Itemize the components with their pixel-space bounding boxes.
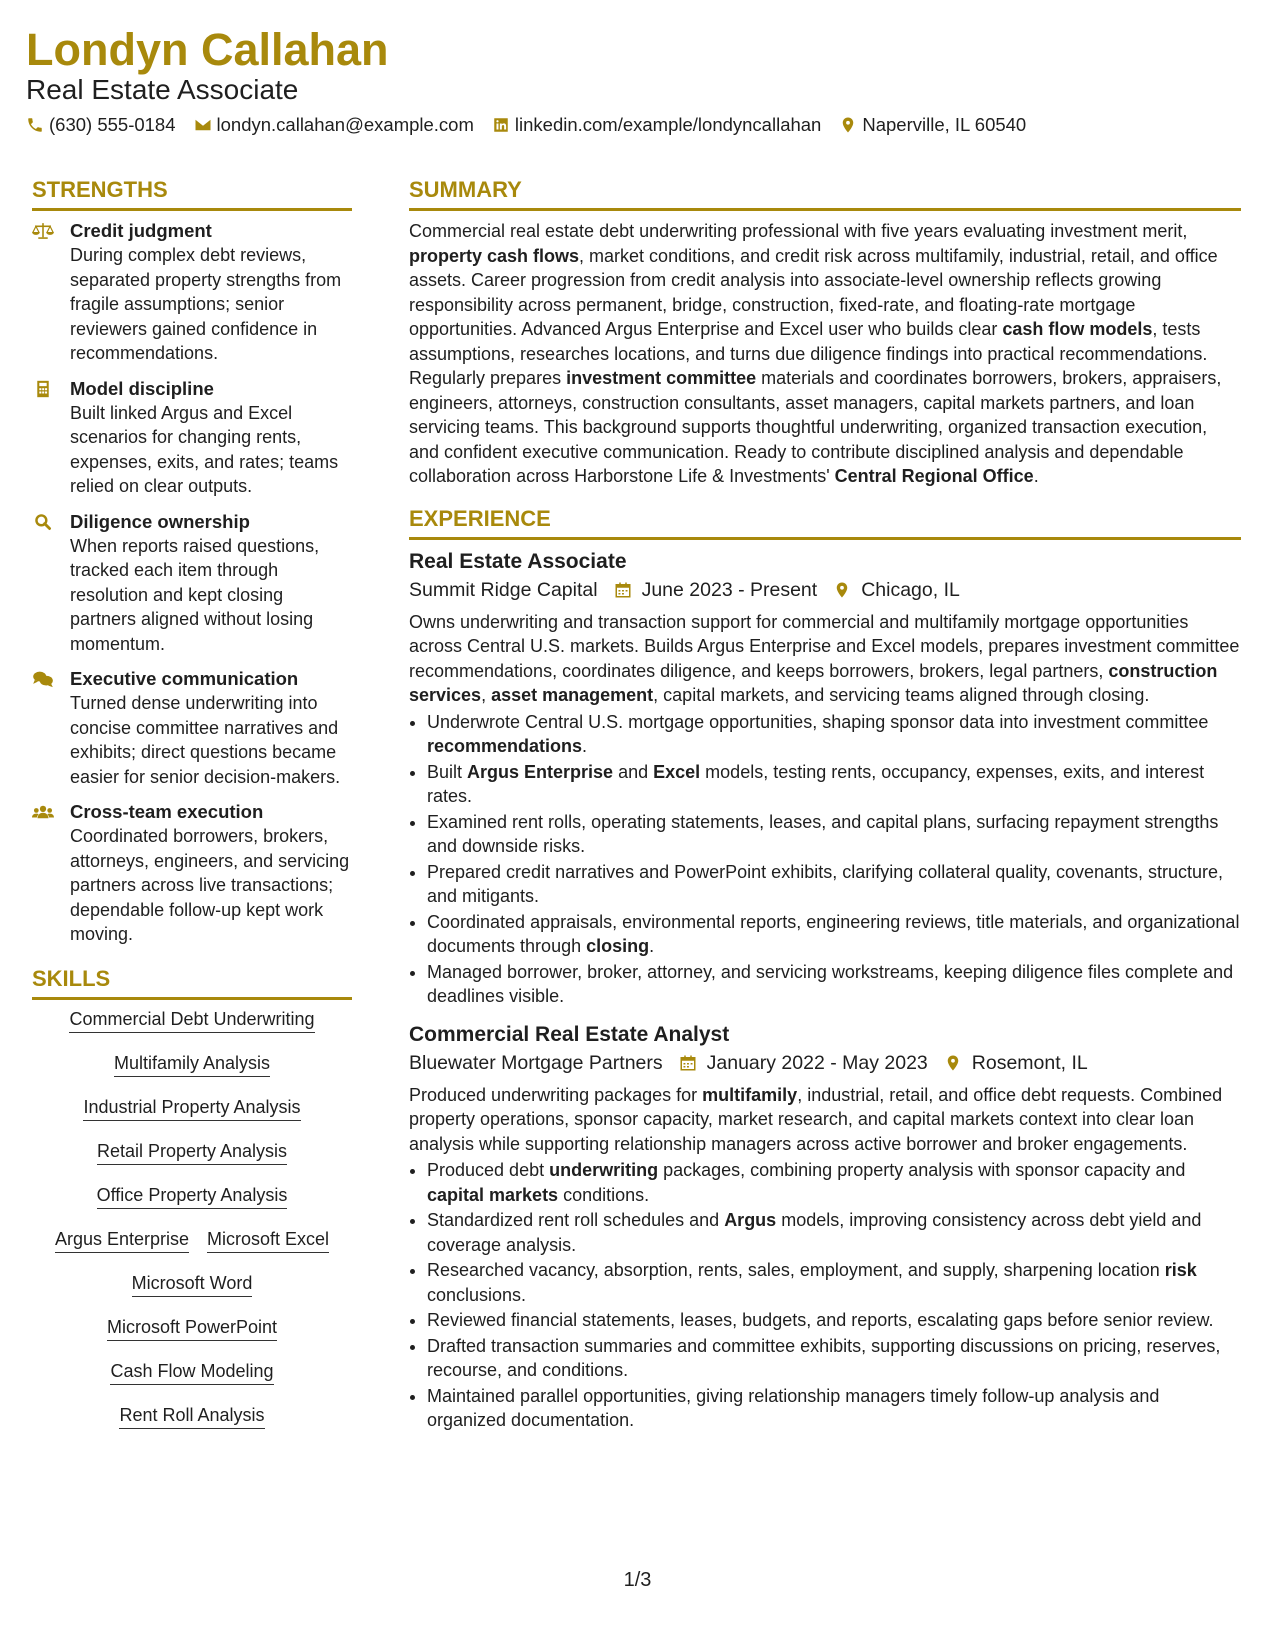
strength-desc: During complex debt reviews, separated property strengths from fragile assumptions; senior reviewers gained confidence in recommendations.	[70, 245, 342, 363]
skill-tag: Office Property Analysis	[97, 1184, 288, 1209]
strength-title: Diligence ownership	[70, 510, 250, 532]
chat-icon	[32, 670, 54, 688]
job-title: Real Estate Associate	[409, 549, 627, 573]
job-company: Bluewater Mortgage Partners	[409, 1051, 663, 1074]
contact-bar	[26, 112, 1026, 138]
list-item: • Maintained parallel opportunities, giving relationship managers timely follow-up analysis and organized documentation.	[427, 1384, 1241, 1433]
contact-linkedin[interactable]	[492, 112, 821, 138]
skill-tag: Microsoft Excel	[207, 1228, 329, 1253]
list-item: • Produced debt underwriting packages, combining property analysis with sponsor capacity and capital markets conditions.	[427, 1158, 1241, 1207]
skill-tag: Microsoft PowerPoint	[107, 1316, 277, 1341]
contact-email[interactable]	[194, 112, 474, 138]
job-location: Rosemont, IL	[971, 1051, 1088, 1074]
job-company: Summit Ridge Capital	[409, 578, 598, 601]
list-item: • Prepared credit narratives and PowerPoint exhibits, clarifying collateral quality, covenants, structure, and mitigants.	[427, 860, 1241, 909]
strength-item	[32, 667, 352, 789]
contact-location	[839, 112, 1026, 138]
contact-linkedin-text: linkedin.com/example/londyncallahan	[514, 114, 822, 135]
skills-heading: SKILLS	[32, 965, 352, 1000]
map-pin-icon	[833, 581, 851, 599]
skill-tag: Rent Roll Analysis	[119, 1404, 264, 1429]
job-intro: Owns underwriting and transaction support for commercial and multifamily mortgage opportunities across Central U.S. markets. Builds Argus Enterprise and Excel models, prepares investment committee recommendations, coordinates diligence, and keeps borrowers, brokers, legal partners, construction services, asset management, capital markets, and servicing teams aligned through closing.	[409, 611, 1240, 705]
search-icon	[32, 513, 54, 531]
list-item: • Coordinated appraisals, environmental reports, engineering reviews, title materials, and organizational documents through closing.	[427, 910, 1241, 959]
strength-desc: Turned dense underwriting into concise committee narratives and exhibits; direct questions became easier for senior decision-makers.	[70, 693, 341, 787]
map-pin-icon	[944, 1054, 962, 1072]
scale-icon	[32, 222, 54, 240]
candidate-title: Real Estate Associate	[26, 74, 299, 105]
skill-tag: Multifamily Analysis	[114, 1052, 270, 1077]
strengths-list	[32, 219, 352, 947]
job-dates: January 2022 - May 2023	[706, 1051, 928, 1074]
job-bullets	[409, 710, 1241, 1009]
list-item: • Standardized rent roll schedules and Argus models, improving consistency across debt yield and coverage analysis.	[427, 1208, 1241, 1257]
contact-phone-text: (630) 555-0184	[49, 114, 176, 135]
job-title: Commercial Real Estate Analyst	[409, 1022, 730, 1046]
map-pin-icon	[839, 116, 857, 134]
list-item: • Reviewed financial statements, leases, budgets, and reports, escalating gaps before senior review.	[427, 1308, 1241, 1333]
page-number: 1/3	[623, 1569, 652, 1591]
skill-tag: Argus Enterprise	[55, 1228, 189, 1253]
strength-desc: Coordinated borrowers, brokers, attorneys, engineers, and servicing partners across live transactions; dependable follow-up kept work moving.	[70, 826, 350, 944]
job-meta	[409, 576, 1241, 604]
job-location: Chicago, IL	[861, 578, 960, 601]
strength-item	[32, 219, 352, 366]
summary-text: Commercial real estate debt underwriting professional with five years evaluating investment merit, property cash flows, market conditions, and credit risk across multifamily, industrial, retail, and office assets. Career progression from credit analysis into associate-level ownership reflects growing responsibility across permanent, bridge, construction, fixed-rate, and floating-rate mortgage opportunities. Advanced Argus Enterprise and Excel user who builds clear cash flow models, tests assumptions, researches locations, and turns due diligence findings into practical recommendations. Regularly prepares investment committee materials and coordinates borrowers, brokers, appraisers, engineers, attorneys, construction consultants, asset managers, capital markets partners, and loan servicing teams. This background supports thoughtful underwriting, organized transaction execution, and confident executive communication. Ready to contribute disciplined analysis and dependable collaboration across Harborstone Life & Investments' Central Regional Office.	[409, 221, 1222, 486]
strength-item	[32, 510, 352, 657]
list-item: • Built Argus Enterprise and Excel models, testing rents, occupancy, expenses, exits, and interest rates.	[427, 760, 1241, 809]
envelope-icon	[194, 116, 212, 134]
strength-title: Executive communication	[70, 668, 299, 689]
contact-phone[interactable]	[26, 112, 176, 138]
calendar-icon	[614, 581, 632, 599]
strength-item	[32, 377, 352, 499]
phone-icon	[26, 116, 44, 134]
calculator-icon	[32, 380, 54, 398]
candidate-name: Londyn Callahan	[26, 24, 389, 75]
strength-title: Cross-team execution	[70, 801, 264, 822]
job-intro: Produced underwriting packages for multifamily, industrial, retail, and office debt requests. Combined property operations, sponsor capacity, market research, and capital markets context into clear loan analysis while supporting relationship managers across active borrower and broker engagements.	[409, 1084, 1223, 1154]
list-item: • Researched vacancy, absorption, rents, sales, employment, and supply, sharpening location risk conclusions.	[427, 1258, 1241, 1307]
strength-title: Model discipline	[70, 377, 214, 399]
job-meta	[409, 1049, 1241, 1077]
job-entry	[409, 1021, 1241, 1433]
experience-heading: EXPERIENCE	[409, 505, 1241, 540]
job-bullets	[409, 1158, 1241, 1433]
summary-heading: SUMMARY	[409, 176, 1241, 211]
left-column	[32, 176, 352, 1448]
strengths-heading: STRENGTHS	[32, 176, 352, 211]
list-item: • Managed borrower, broker, attorney, and servicing workstreams, keeping diligence files complete and deadlines visible.	[427, 960, 1241, 1009]
list-item: • Drafted transaction summaries and committee exhibits, supporting discussions on pricing, reserves, recourse, and conditions.	[427, 1334, 1241, 1383]
strength-item	[32, 800, 352, 947]
linkedin-icon	[492, 116, 510, 134]
strength-desc: Built linked Argus and Excel scenarios for changing rents, expenses, exits, and rates; teams relied on clear outputs.	[70, 402, 339, 496]
job-dates: June 2023 - Present	[641, 578, 818, 601]
skill-tag: Commercial Debt Underwriting	[69, 1008, 314, 1033]
skill-tag: Retail Property Analysis	[97, 1140, 287, 1165]
skill-tag: Industrial Property Analysis	[83, 1096, 300, 1121]
list-item: • Underwrote Central U.S. mortgage opportunities, shaping sponsor data into investment committee recommendations.	[427, 710, 1241, 759]
strength-title: Credit judgment	[70, 220, 212, 241]
contact-location-text: Naperville, IL 60540	[862, 114, 1027, 135]
right-column	[409, 176, 1241, 1434]
skill-tag: Microsoft Word	[132, 1272, 253, 1297]
contact-email-text: londyn.callahan@example.com	[216, 114, 474, 135]
job-entry	[409, 548, 1241, 1009]
skills-list	[32, 1008, 352, 1429]
users-icon	[32, 803, 54, 821]
calendar-icon	[679, 1054, 697, 1072]
skill-tag: Cash Flow Modeling	[110, 1360, 273, 1385]
list-item: • Examined rent rolls, operating statements, leases, and capital plans, surfacing repayment strengths and downside risks.	[427, 810, 1241, 859]
strength-desc: When reports raised questions, tracked each item through resolution and kept closing partners aligned without losing momentum.	[70, 535, 320, 654]
